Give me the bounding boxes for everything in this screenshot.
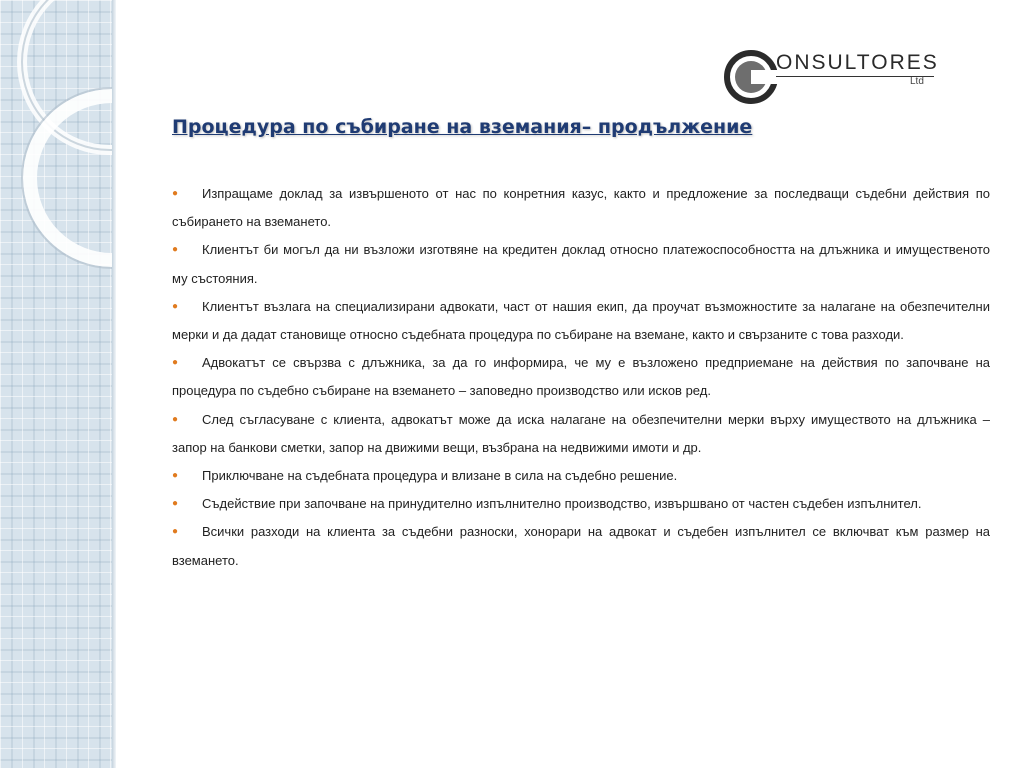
decorative-rings (0, 0, 112, 768)
list-item: ● Съдействие при започване на принудително изпълнително производство, извършвано от частен съдебен изпълнител. (172, 490, 990, 518)
list-item: ● Изпращаме доклад за извършеното от нас по конретния казус, както и предложение за последващи съдебни действия по събирането на вземането. (172, 180, 990, 236)
bullet-list (172, 180, 990, 575)
bullet-icon: ● (172, 188, 179, 199)
bullet-icon: ● (172, 498, 179, 510)
decorative-sidebar (0, 0, 112, 768)
bullet-icon: ● (172, 300, 179, 312)
bullet-icon: ● (172, 413, 179, 425)
list-item: ● Клиентът възлага на специализирани адвокати, част от нашия екип, да проучат възможностите за налагане на обезпечителни мерки и да дадат становище относно съдебната процедура по събиране на вземане, както и свързаните с това разходи. (172, 293, 990, 349)
bullet-icon: ● (172, 470, 179, 482)
list-item: ● Всички разходи на клиента за съдебни разноски, хонорари на адвокат и съдебен изпълнител се включват към размер на вземането. (172, 518, 990, 574)
sidebar-edge (112, 0, 116, 768)
company-logo (722, 48, 942, 106)
list-item: ● След съгласуване с клиента, адвокатът може да иска налагане на обезпечителни мерки върху имуществото на длъжника – запор на банкови сметки, запор на движими вещи, възбрана на недвижими имоти и др. (172, 406, 990, 462)
list-item: ● Клиентът би могъл да ни възложи изготвяне на кредитен доклад относно платежоспособността на длъжника и имущественото му състояния. (172, 236, 990, 292)
logo-c-icon (722, 48, 782, 106)
bullet-icon: ● (172, 357, 179, 369)
bullet-icon: ● (172, 526, 179, 538)
list-item: ● Приключване на съдебната процедура и влизане в сила на съдебно решение. (172, 462, 990, 490)
bullet-icon: ● (172, 244, 179, 256)
list-item: ● Адвокатът се свързва с длъжника, за да го информира, че му е възложено предприемане на действия по започване на процедура по съдебно събиране на вземането – заповедно производство или исков ред. (172, 349, 990, 405)
logo-name: ONSULTORES (776, 51, 939, 74)
page-title: Процедура по събиране на вземания– продължение (172, 116, 753, 138)
logo-suffix: Ltd (910, 76, 924, 87)
